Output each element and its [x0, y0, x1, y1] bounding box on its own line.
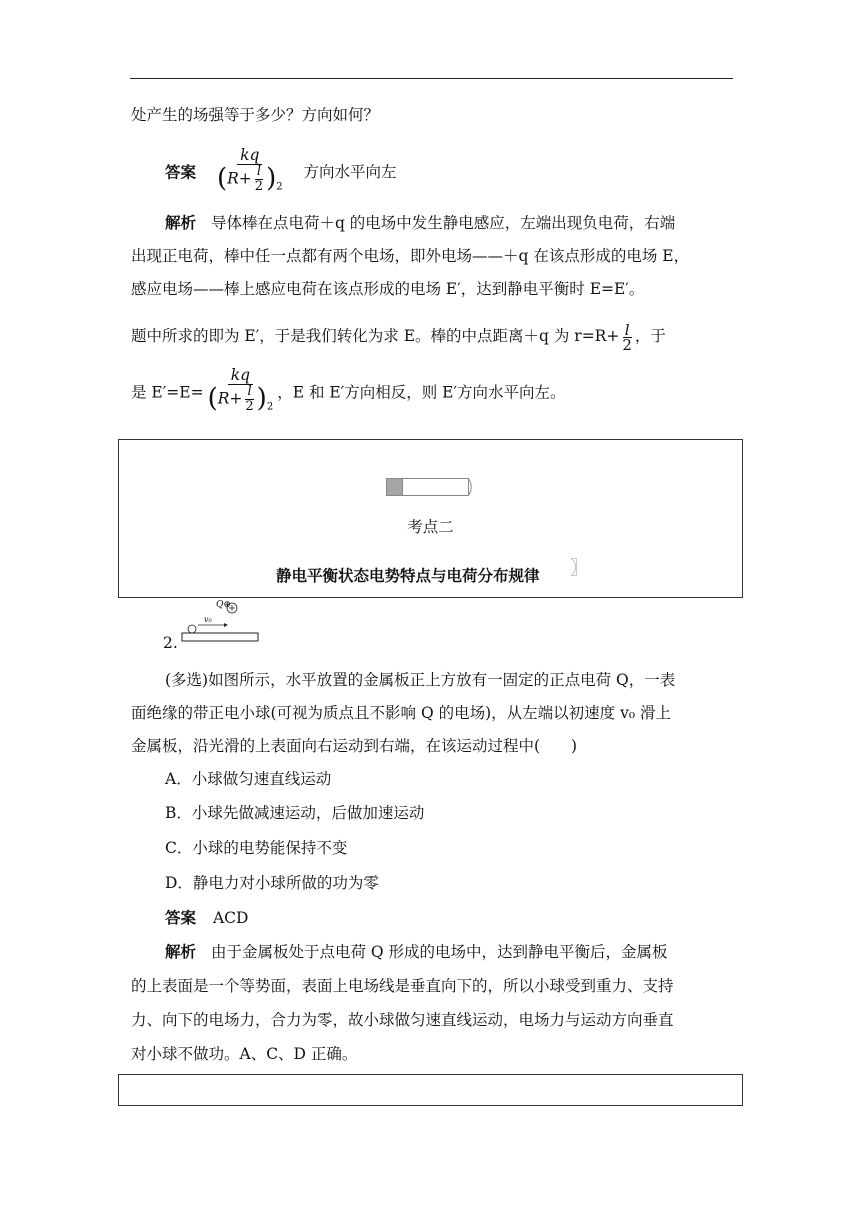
q2-choice-c: C．小球的电势能保持不变: [165, 839, 348, 857]
q2-choice-d: D．静电力对小球所做的功为零: [165, 874, 379, 892]
q2-analysis-line-4: 对小球不做功。A、C、D 正确。: [131, 1045, 358, 1063]
fraction-numerator: kq: [237, 146, 262, 165]
den-l: l: [256, 164, 261, 179]
fraction-denominator: (R+ $\frac{l}{2}$ )$_2$: [216, 163, 283, 194]
ball-icon: [188, 625, 196, 633]
analysis-den-2: 2: [245, 399, 254, 414]
section-bracket-icon: 〗: [570, 558, 588, 579]
q2-figure: [178, 598, 270, 644]
analysis-den-plus: +: [229, 389, 243, 408]
q1-analysis-text-4a: 题中所求的即为 E′，于是我们转化为求 E。棒的中点距离＋q 为 r=R+: [131, 327, 620, 345]
den-plus: +: [238, 169, 252, 188]
section-number: 考点二: [407, 518, 454, 536]
r-frac-l: l: [624, 320, 630, 339]
q2-analysis-label: 解析: [165, 943, 197, 961]
q1-analysis-label: 解析: [165, 214, 197, 232]
q2-analysis-line-3: 力、向下的电场力，合力为零，故小球做匀速直线运动，电场力与运动方向垂直: [131, 1011, 674, 1029]
q1-answer-direction: 方向水平向左: [303, 163, 397, 182]
q1-answer: [165, 146, 397, 201]
q2-analysis-line-2: 的上表面是一个等势面，表面上电场线是垂直向下的，所以小球受到重力、支持: [131, 977, 674, 995]
q1-analysis-fraction: kq (R+ $\frac{l}{2}$ )$_2$: [207, 366, 274, 414]
q1-analysis-line-5: [131, 366, 565, 421]
r-frac-2: 2: [622, 335, 632, 354]
q1-analysis-text-5b: ，E 和 E′方向相反，则 E′方向水平向左。: [277, 383, 566, 402]
q1-analysis-line-2: 出现正电荷，棒中任一点都有两个电场，即外电场——＋q 在该点形成的电场 E，: [131, 247, 690, 265]
q2-stem-line-3: 金属板，沿光滑的上表面向右运动到右端，在该运动过程中( ): [131, 737, 578, 755]
q2-choice-a: A．小球做匀速直线运动: [165, 770, 332, 788]
q1-analysis-line-3: 感应电场——棒上感应电荷在该点形成的电场 E′，达到静电平衡时 E=E′。: [131, 280, 645, 298]
section-tab-icon: [386, 478, 472, 496]
q2-answer-label: 答案: [165, 909, 197, 927]
q1-analysis-line-1: [165, 213, 675, 233]
section-box: [118, 439, 743, 598]
q2-number: 2.: [163, 634, 178, 652]
q1-analysis-text-5a: 是 E′=E=: [131, 383, 204, 402]
q2-stem-line-2: 面绝缘的带正电小球(可视为质点且不影响 Q 的电场)，从左端以初速度 v₀ 滑上: [131, 704, 671, 722]
q2-analysis-text-1: 由于金属板处于点电荷 Q 形成的电场中，达到静电平衡后，金属板: [210, 943, 668, 961]
header-rule: [130, 78, 733, 79]
q2-stem-line-1: (多选)如图所示，水平放置的金属板正上方放有一固定的正点电荷 Q，一表: [165, 671, 676, 689]
q2-fig-charge-label: Q⊕: [216, 600, 231, 610]
den-square: 2: [276, 181, 283, 193]
q1-analysis-text-4b: ，于: [634, 327, 666, 345]
analysis-den-R: R: [217, 389, 230, 408]
q1-analysis-text-1: 导体棒在点电荷＋q 的电场中发生静电感应，左端出现负电荷，右端: [210, 214, 676, 232]
q2-analysis-line-1: [165, 942, 668, 962]
analysis-den-l: l: [247, 384, 252, 399]
analysis-frac-num: kq: [228, 366, 253, 385]
analysis-den-square: 2: [266, 401, 274, 413]
q1-question-tail: 处产生的场强等于多少？方向如何？: [131, 106, 380, 124]
q2-answer: [165, 908, 248, 928]
empty-box: [118, 1074, 743, 1106]
q2-answer-value: ACD: [212, 909, 249, 927]
q1-answer-label: 答案: [165, 163, 197, 182]
q2-choice-b: B．小球先做减速运动，后做加速运动: [165, 804, 425, 822]
section-title: 静电平衡状态电势特点与电荷分布规律: [276, 567, 540, 585]
q2-fig-v0-label: v₀: [204, 615, 212, 624]
den-2: 2: [254, 179, 264, 194]
den-R: R: [227, 169, 239, 188]
q1-answer-fraction: [215, 146, 285, 201]
q1-analysis-line-4: [131, 322, 666, 352]
